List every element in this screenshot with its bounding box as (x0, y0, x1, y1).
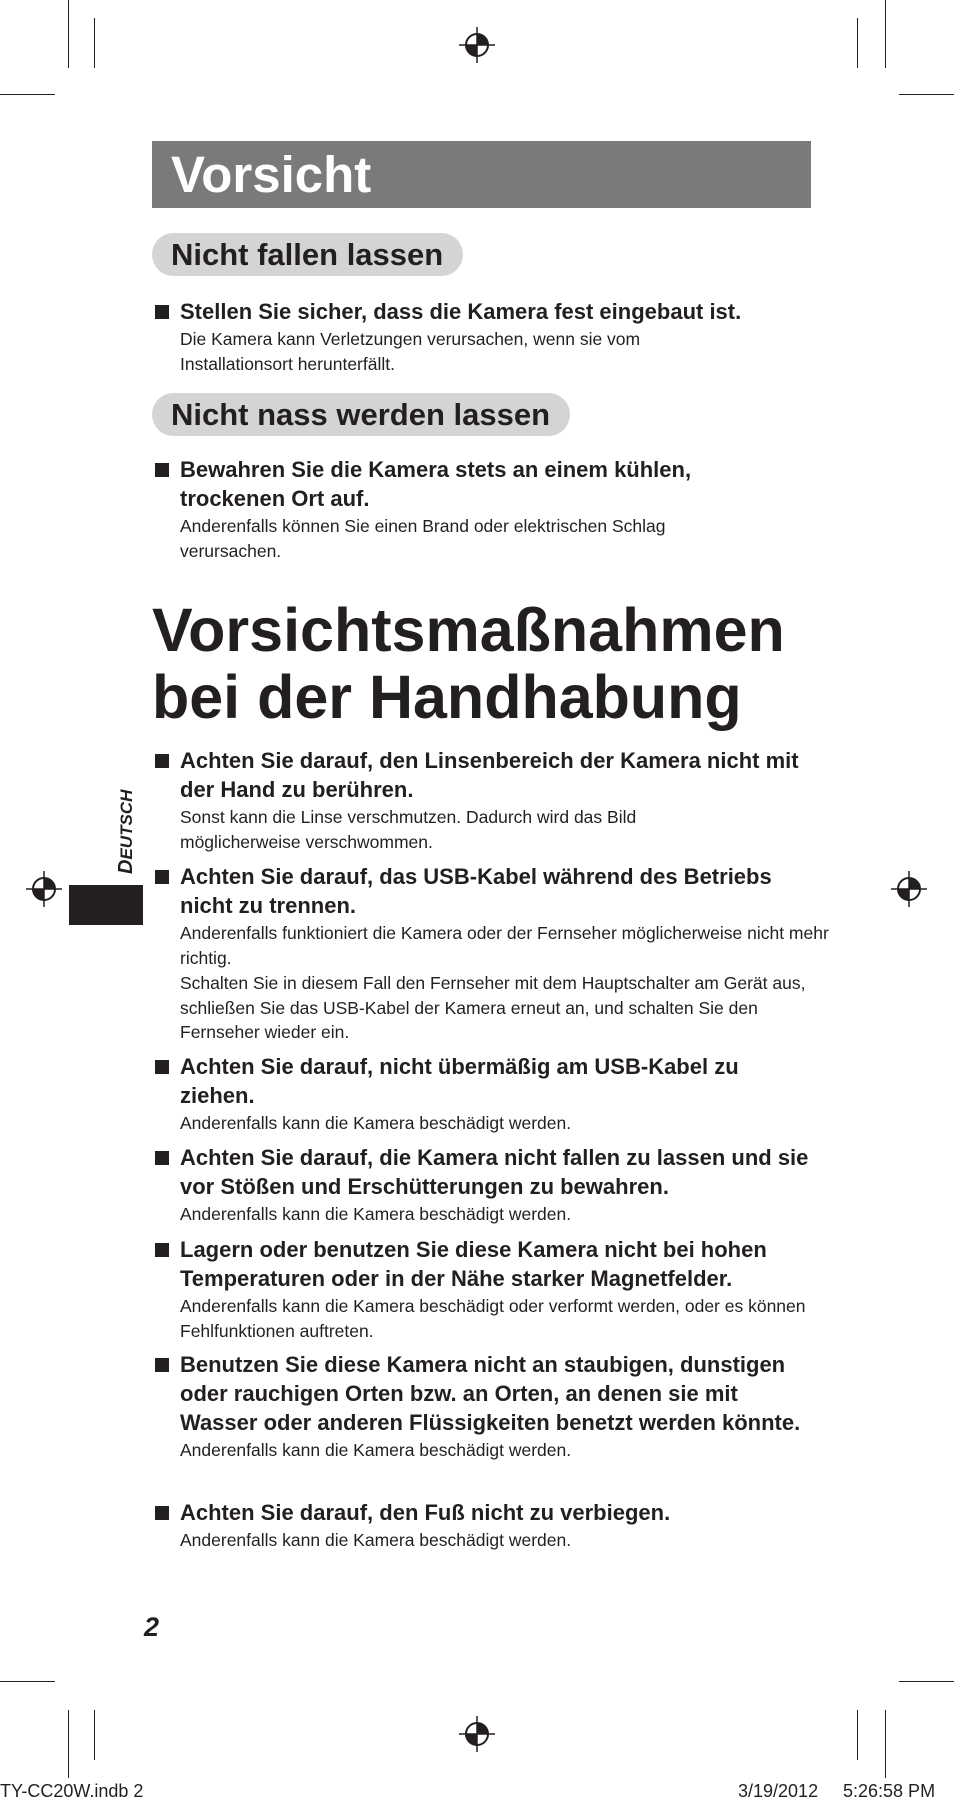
item-title: Achten Sie darauf, das USB-Kabel während des Betriebs nicht zu trennen. (180, 864, 772, 918)
crop-mark (94, 1710, 95, 1760)
item-body: Anderenfalls können Sie einen Brand oder elektrischen Schlag verursachen. (180, 516, 666, 561)
crop-mark (857, 18, 858, 68)
crop-mark (885, 1710, 886, 1778)
crop-mark (0, 94, 55, 95)
list-item (152, 455, 817, 563)
square-bullet-icon (155, 305, 169, 319)
list-item (152, 746, 817, 854)
square-bullet-icon (155, 1358, 169, 1372)
item-title: Benutzen Sie diese Kamera nicht an staubigen, dunstigen oder rauchigen Orten bzw. an Orten, an denen sie mit Wasser oder anderen Flüssigkeiten benetzt werden könnte. (180, 1352, 801, 1435)
registration-mark-icon (889, 869, 929, 909)
item-title: Achten Sie darauf, nicht übermäßig am USB-Kabel zu ziehen. (180, 1054, 739, 1108)
item-body: Schalten Sie in diesem Fall den Fernseher mit dem Hauptschalter am Gerät aus, schließen Sie das USB-Kabel der Kamera erneut an, und schalten Sie den Fernseher wieder ein. (180, 973, 806, 1042)
square-bullet-icon (155, 1243, 169, 1257)
heading-line: Vorsichtsmaßnahmen (152, 596, 785, 664)
list-item (152, 862, 829, 1045)
crop-mark (885, 0, 886, 68)
page-title-banner: Vorsicht (152, 141, 811, 208)
item-title: Bewahren Sie die Kamera stets an einem kühlen, trockenen Ort auf. (180, 457, 692, 511)
item-title: Achten Sie darauf, die Kamera nicht fallen zu lassen und sie vor Stößen und Erschütterungen zu bewahren. (180, 1145, 809, 1199)
section-heading-handling (152, 597, 852, 731)
square-bullet-icon (155, 463, 169, 477)
language-tab-first-letter: D (115, 859, 137, 874)
item-body: Anderenfalls kann die Kamera beschädigt oder verformt werden, oder es können Fehlfunktionen auftreten. (180, 1296, 806, 1341)
registration-mark-icon (457, 1714, 497, 1754)
list-item (152, 1498, 817, 1553)
square-bullet-icon (155, 1060, 169, 1074)
item-body: Sonst kann die Linse verschmutzen. Dadurch wird das Bild möglicherweise verschwommen. (180, 807, 637, 852)
slug-date: 3/19/2012 (738, 1781, 819, 1801)
list-item (152, 1235, 817, 1343)
item-title: Achten Sie darauf, den Fuß nicht zu verbiegen. (180, 1500, 671, 1525)
item-body: Anderenfalls kann die Kamera beschädigt werden. (180, 1440, 572, 1460)
crop-mark (68, 0, 69, 68)
item-title: Achten Sie darauf, den Linsenbereich der Kamera nicht mit der Hand zu berühren. (180, 748, 799, 802)
registration-mark-icon (457, 25, 497, 65)
crop-mark (857, 1710, 858, 1760)
item-body: Anderenfalls kann die Kamera beschädigt werden. (180, 1530, 572, 1550)
crop-mark (68, 1710, 69, 1778)
crop-mark (0, 1681, 55, 1682)
square-bullet-icon (155, 1506, 169, 1520)
list-item (152, 1143, 817, 1227)
item-title: Lagern oder benutzen Sie diese Kamera nicht bei hohen Temperaturen oder in der Nähe starker Magnetfelder. (180, 1237, 767, 1291)
registration-mark-icon (24, 869, 64, 909)
item-body: Anderenfalls funktioniert die Kamera oder der Fernseher möglicherweise nicht mehr richtig. (180, 923, 829, 968)
crop-mark (94, 18, 95, 68)
slug-time: 5:26:58 PM (843, 1781, 936, 1801)
crop-mark (899, 94, 954, 95)
slug-file: TY-CC20W.indb 2 (0, 1781, 144, 1801)
heading-line: bei der Handhabung (152, 663, 742, 731)
square-bullet-icon (155, 1151, 169, 1165)
square-bullet-icon (155, 754, 169, 768)
crop-mark (899, 1681, 954, 1682)
section-heading-wet: Nicht nass werden lassen (152, 393, 570, 436)
list-item (152, 1052, 817, 1136)
item-body: Anderenfalls kann die Kamera beschädigt werden. (180, 1204, 572, 1224)
section-heading-drop: Nicht fallen lassen (152, 233, 463, 276)
item-title: Stellen Sie sicher, dass die Kamera fest eingebaut ist. (180, 299, 742, 324)
list-item (152, 1350, 817, 1463)
language-tab-marker (69, 885, 143, 925)
item-body: Anderenfalls kann die Kamera beschädigt werden. (180, 1113, 572, 1133)
item-body: Die Kamera kann Verletzungen verursachen, wenn sie vom Installationsort herunterfällt. (180, 329, 641, 374)
language-tab-rest: EUTSCH (117, 789, 136, 860)
page-number: 2 (144, 1612, 160, 1642)
square-bullet-icon (155, 870, 169, 884)
list-item (152, 297, 817, 376)
language-tab-label (115, 790, 138, 874)
